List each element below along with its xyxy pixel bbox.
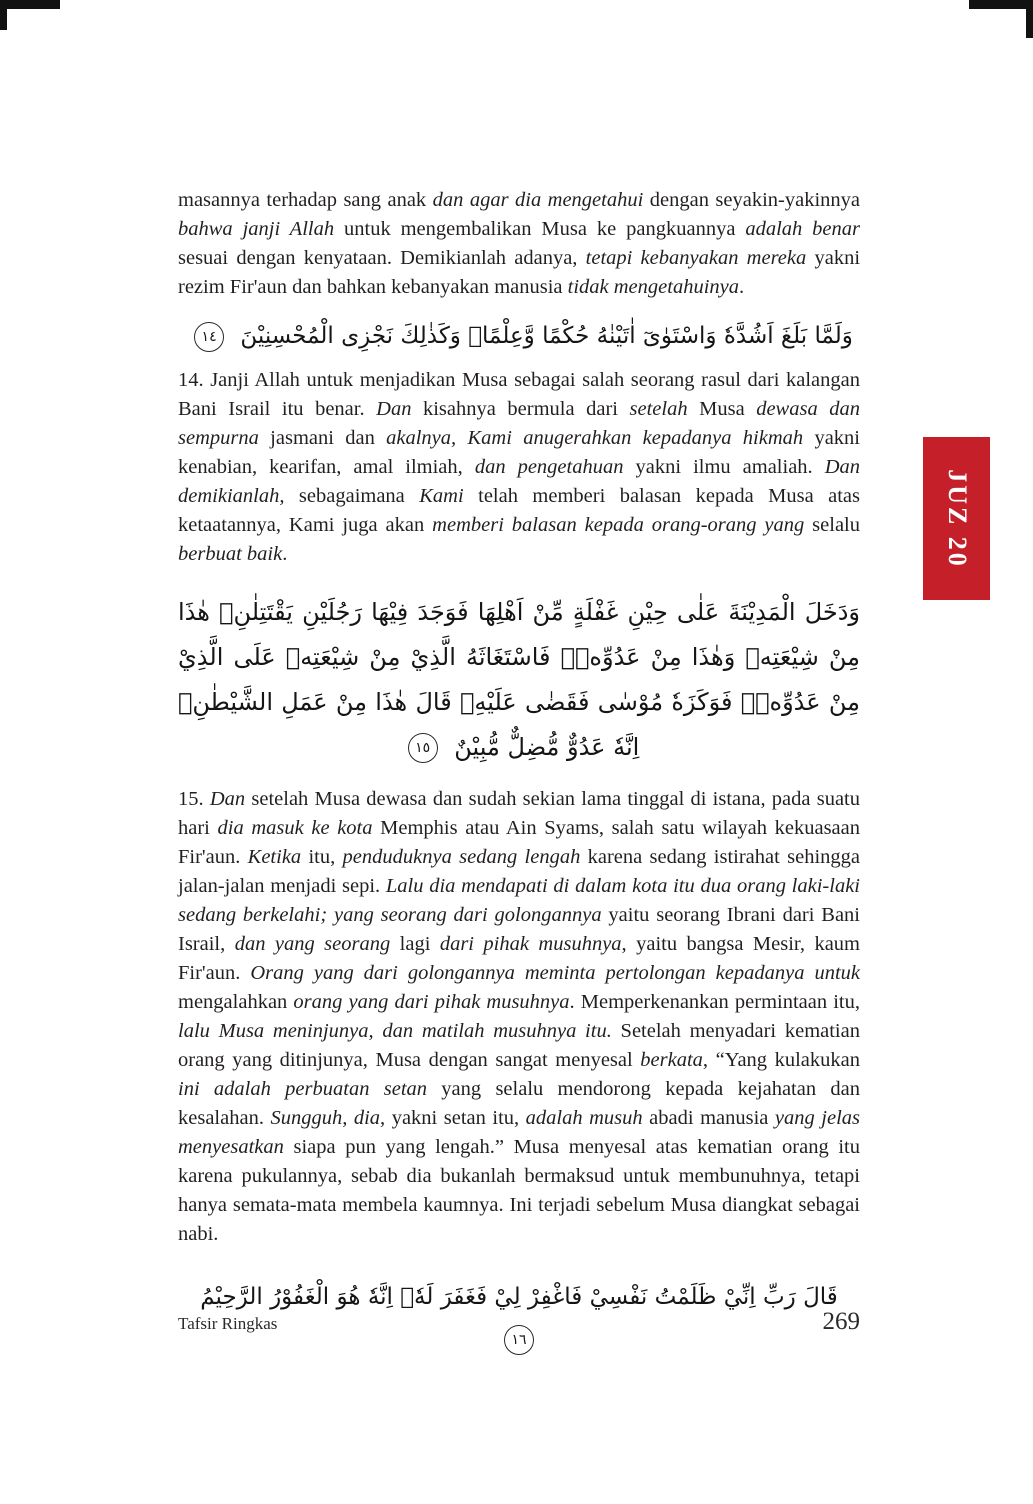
arabic-verse-16-text: قَالَ رَبِّ اِنِّيْ ظَلَمْتُ نَفْسِيْ فَاغْفِرْ لِيْ فَغَفَرَ لَهٗۗ اِنَّهٗ هُوَ الْغَفُوْرُ الرَّحِيْمُ [200,1284,838,1310]
ayah-number-badge-14: ١٤ [194,322,224,352]
arabic-verse-15-text: وَدَخَلَ الْمَدِيْنَةَ عَلٰى حِيْنِ غَفْلَةٍ مِّنْ اَهْلِهَا فَوَجَدَ فِيْهَا رَجُلَيْنِ يَقْتَتِلٰنِۖ هٰذَا مِنْ شِيْعَتِهٖ وَهٰذَا مِنْ عَدُوِّهٖۚ فَاسْتَغَاثَهُ الَّذِيْ مِنْ شِيْعَتِهٖ عَلَى الَّذِيْ مِنْ عَدُوِّهٖۙ فَوَكَزَهٗ مُوْسٰى فَقَضٰى عَلَيْهِۖ قَالَ هٰذَا مِنْ عَمَلِ الشَّيْطٰنِۗ اِنَّهٗ عَدُوٌّ مُّضِلٌّ مُّبِيْنٌ [178,598,860,761]
arabic-verse-14-text: وَلَمَّا بَلَغَ اَشُدَّهٗ وَاسْتَوٰىٓ اٰتَيْنٰهُ حُكْمًا وَّعِلْمًاۗ وَكَذٰلِكَ نَجْزِى الْمُحْسِنِيْنَ [240,323,853,349]
scan-mark-top-right-horizontal [969,0,1033,9]
arabic-verse-14 [178,315,860,357]
arabic-verse-15 [178,590,860,770]
juz-tab [923,437,990,600]
text-block [178,186,860,1360]
paragraph-continuation: masannya terhadap sang anak dan agar dia mengetahui dengan seyakin-yakinnya bahwa janji Allah untuk mengembalikan Musa ke pangkuannya adalah benar sesuai dengan kenyataan. Demikianlah adanya, tetapi kebanyakan mereka yakni rezim Fir'aun dan bahkan kebanyakan manusia tidak mengetahuinya. [178,189,861,298]
paragraph-tafsir-14: 14. Janji Allah untuk menjadikan Musa sebagai salah seorang rasul dari kalangan Bani Israil itu benar. Dan kisahnya bermula dari setelah Musa dewasa dan sempurna jasmani dan akalnya, Kami anugerahkan kepadanya hikmah yakni kenabian, kearifan, amal ilmiah, dan pengetahuan yakni ilmu amaliah. Dan demikianlah, sebagaimana Kami telah memberi balasan kepada Musa atas ketaatannya, Kami juga akan memberi balasan kepada orang-orang yang selalu berbuat baik. [178,369,861,565]
paragraph-tafsir-15: 15. Dan setelah Musa dewasa dan sudah sekian lama tinggal di istana, pada suatu hari dia masuk ke kota Memphis atau Ain Syams, salah satu wilayah kekuasaan Fir'aun. Ketika itu, penduduknya sedang lengah karena sedang istirahat sehingga jalan-jalan menjadi sepi. Lalu dia mendapati di dalam kota itu dua orang laki-laki sedang berkelahi; yang seorang dari golongannya yaitu seorang Ibrani dari Bani Israil, dan yang seorang lagi dari pihak musuhnya, yaitu bangsa Mesir, kaum Fir'aun. Orang yang dari golongannya meminta pertolongan kepadanya untuk mengalahkan orang yang dari pihak musuhnya. Memperkenankan permintaan itu, lalu Musa meninjunya, dan matilah musuhnya itu. Setelah menyadari kematian orang yang ditinjunya, Musa dengan sangat menyesal berkata, “Yang kulakukan ini adalah perbuatan setan yang selalu mendorong kepada kejahatan dan kesalahan. Sungguh, dia, yakni setan itu, adalah musuh abadi manusia yang jelas menyesatkan siapa pun yang lengah.” Musa menyesal atas kematian orang itu karena pukulannya, sebab dia bukanlah bermaksud untuk membunuhnya, tetapi hanya semata-mata membela kaumnya. Ini terjadi sebelum Musa diangkat sebagai nabi. [178,788,861,1245]
ayah-number-badge-15: ١٥ [408,733,438,763]
page-number: 269 [822,1308,860,1335]
footer-book-title: Tafsir Ringkas [178,1314,278,1333]
scan-mark-top-left-vertical [0,0,7,30]
juz-tab-label: JUZ 20 [942,468,972,569]
scan-mark-top-right-vertical [1026,0,1033,38]
ayah-number-badge-16: ١٦ [504,1325,534,1355]
scan-mark-top-left-horizontal [0,0,60,9]
page-footer [178,1308,860,1336]
